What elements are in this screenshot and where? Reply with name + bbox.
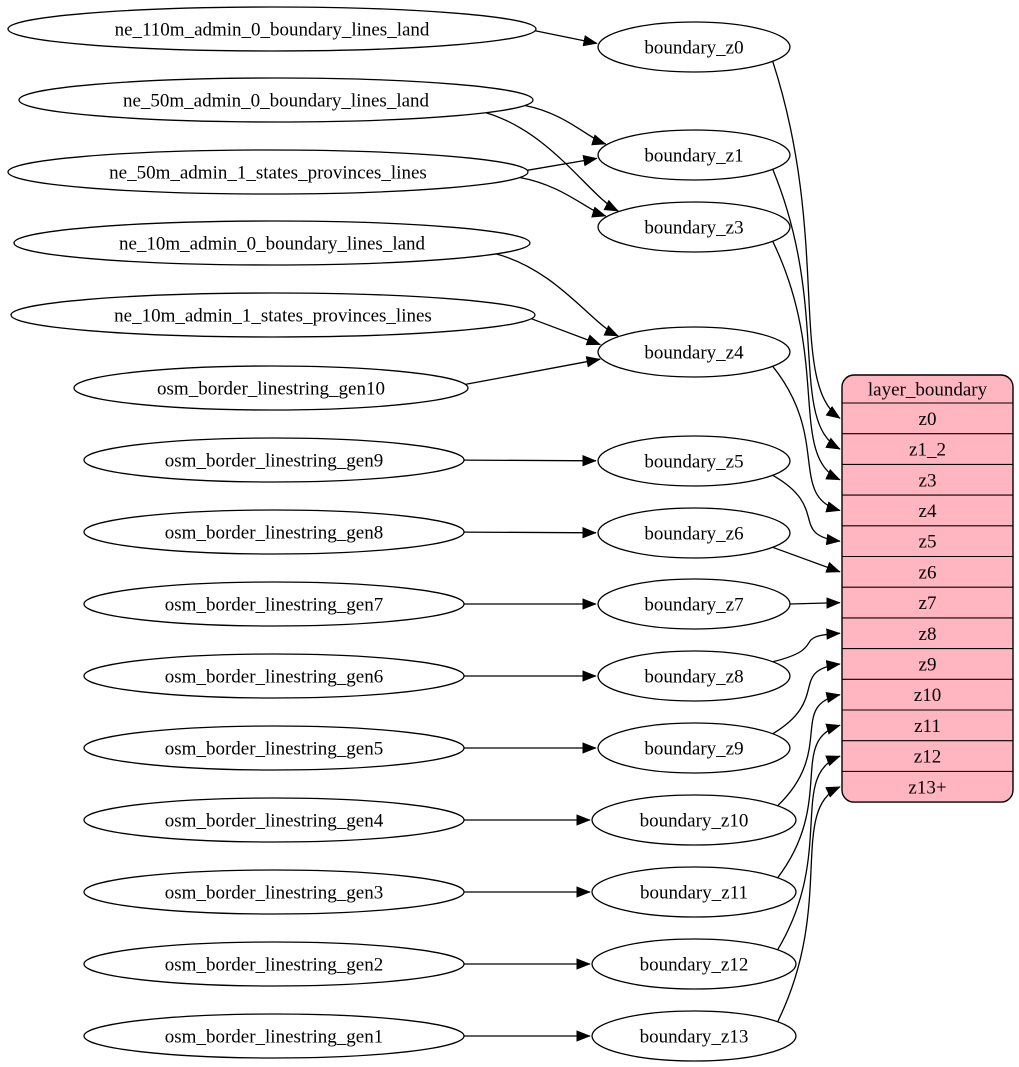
table-row-z7: z7 <box>918 593 937 615</box>
stage-node-boundary_z0 <box>598 22 790 72</box>
table-row-z1_2: z1_2 <box>909 439 946 461</box>
source-node-label: osm_border_linestring_gen9 <box>164 450 384 472</box>
edge-boundary_z4-to-row-z4 <box>773 366 840 510</box>
stage-node-boundary_z3 <box>598 202 790 252</box>
source-node-osm_border_linestring_gen2 <box>84 942 464 986</box>
source-node-osm_border_linestring_gen4 <box>84 798 464 842</box>
source-node-osm_border_linestring_gen6 <box>84 654 464 698</box>
table-row-z11: z11 <box>914 715 941 737</box>
stage-node-label: boundary_z3 <box>644 217 744 239</box>
stage-node-label: boundary_z4 <box>644 342 744 364</box>
stage-node-boundary_z7 <box>598 579 790 629</box>
table-row-z10: z10 <box>913 685 942 707</box>
stage-node-label: boundary_z13 <box>639 1026 749 1048</box>
edge-boundary_z8-to-row-z8 <box>773 633 840 662</box>
source-node-label: ne_50m_admin_1_states_provinces_lines <box>109 162 427 184</box>
source-node-label: ne_10m_admin_0_boundary_lines_land <box>118 233 426 255</box>
stage-node-boundary_z4 <box>598 327 790 377</box>
edge-ne_110m_admin_0_boundary_lines_land-to-boundary_z0 <box>535 31 597 44</box>
source-node-ne_110m_admin_0_boundary_lines_land <box>8 7 536 51</box>
source-node-label: osm_border_linestring_gen8 <box>164 522 384 544</box>
source-node-osm_border_linestring_gen1 <box>84 1014 464 1058</box>
nodes-layer <box>8 7 796 1061</box>
stage-node-label: boundary_z10 <box>639 810 749 832</box>
stage-node-label: boundary_z5 <box>644 451 744 473</box>
source-node-label: osm_border_linestring_gen7 <box>164 594 384 616</box>
source-node-ne_10m_admin_0_boundary_lines_land <box>14 221 530 265</box>
table-row-z5: z5 <box>918 531 937 553</box>
table-row-z12: z12 <box>913 746 942 768</box>
edge-osm_border_linestring_gen10-to-boundary_z4 <box>465 359 600 384</box>
table-layer-boundary <box>842 375 1013 802</box>
stage-node-boundary_z12 <box>592 939 796 989</box>
source-node-label: ne_50m_admin_0_boundary_lines_land <box>122 90 430 112</box>
stage-node-label: boundary_z0 <box>644 37 744 59</box>
table-title: layer_boundary <box>867 379 988 401</box>
source-node-label: osm_border_linestring_gen5 <box>164 738 384 760</box>
source-node-label: osm_border_linestring_gen1 <box>164 1026 384 1048</box>
source-node-label: ne_10m_admin_1_states_provinces_lines <box>114 305 432 327</box>
stage-node-boundary_z13 <box>592 1011 796 1061</box>
stage-node-label: boundary_z1 <box>644 145 744 167</box>
source-node-osm_border_linestring_gen7 <box>84 582 464 626</box>
stage-node-boundary_z8 <box>598 651 790 701</box>
source-node-ne_50m_admin_1_states_provinces_lines <box>8 150 528 194</box>
source-node-osm_border_linestring_gen8 <box>84 510 464 554</box>
stage-node-label: boundary_z11 <box>640 882 748 904</box>
table-row-z13+: z13+ <box>908 777 947 799</box>
stage-node-boundary_z6 <box>598 508 790 558</box>
source-node-ne_10m_admin_1_states_provinces_lines <box>11 293 535 337</box>
edge-osm_border_linestring_gen8-to-boundary_z6 <box>464 532 596 533</box>
stage-node-boundary_z10 <box>592 795 796 845</box>
edge-ne_10m_admin_1_states_provinces_lines-to-boundary_z4 <box>531 319 600 345</box>
source-node-label: ne_110m_admin_0_boundary_lines_land <box>114 19 430 41</box>
table-row-z9: z9 <box>918 654 937 676</box>
edge-ne_50m_admin_0_boundary_lines_land-to-boundary_z3 <box>486 113 618 211</box>
source-node-label: osm_border_linestring_gen6 <box>164 666 384 688</box>
source-node-osm_border_linestring_gen9 <box>84 438 464 482</box>
source-node-osm_border_linestring_gen10 <box>74 366 468 410</box>
edge-boundary_z12-to-row-z12 <box>778 756 840 950</box>
source-node-osm_border_linestring_gen5 <box>84 726 464 770</box>
source-node-osm_border_linestring_gen3 <box>84 870 464 914</box>
table-row-z8: z8 <box>918 623 937 645</box>
stage-node-boundary_z11 <box>592 867 796 917</box>
table-row-z6: z6 <box>918 562 937 584</box>
edge-ne_50m_admin_1_states_provinces_lines-to-boundary_z3 <box>520 178 606 217</box>
stage-node-label: boundary_z8 <box>644 666 744 688</box>
stage-node-label: boundary_z12 <box>639 954 749 976</box>
edge-osm_border_linestring_gen9-to-boundary_z5 <box>464 460 596 461</box>
stage-node-label: boundary_z7 <box>644 594 744 616</box>
stage-node-boundary_z1 <box>598 130 790 180</box>
source-node-label: osm_border_linestring_gen4 <box>164 810 384 832</box>
source-node-label: osm_border_linestring_gen2 <box>164 954 384 976</box>
source-node-ne_50m_admin_0_boundary_lines_land <box>19 78 533 122</box>
table-row-z0: z0 <box>918 408 937 430</box>
edge-boundary_z1-to-row-z1_2 <box>773 169 840 449</box>
stage-node-label: boundary_z6 <box>644 523 744 545</box>
stage-node-label: boundary_z9 <box>644 738 744 760</box>
source-node-label: osm_border_linestring_gen3 <box>164 882 384 904</box>
stage-node-boundary_z5 <box>598 436 790 486</box>
table-row-z3: z3 <box>918 470 937 492</box>
source-node-label: osm_border_linestring_gen10 <box>157 378 385 400</box>
table-row-z4: z4 <box>918 501 937 522</box>
edge-boundary_z7-to-row-z7 <box>790 603 840 604</box>
edge-boundary_z6-to-row-z6 <box>773 547 840 572</box>
stage-node-boundary_z9 <box>598 723 790 773</box>
